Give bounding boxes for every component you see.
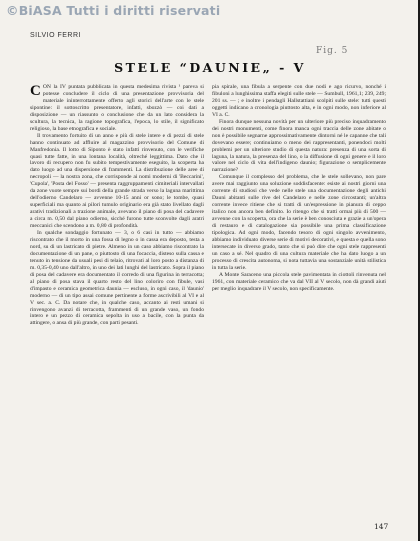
paragraph: In qualche sondaggio fortunato — 3, o 6 casi in tutto — abbiamo riscontrato che il morto in una fossa di legno o in cassa era deposto, testa a nord, su di un lastricato di pietre. Almeno in un caso abbiamo riscontrato la documentazione di un pane, o piuttosto di una focaccia, disteso sulla cassa e tenuto in tensione da usuali pesi di telaio, ritrovati al loro posto a distanza di m. 0,35-0,40 uno dall'altro, in uno dei lati lunghi del lastricato. Sopra il piano di posa del cadavere era documentato il corredo di una figurina in terracotta; al piano di posa stava il quarto resto del lino coloriro con fibule, vasi d'impasto e ceramica geometrica daunia — escluso, in ogni caso, il 'daunio' moderno — di un tipo assai comune pertinente a forme ascrivibili al VI e al V sec. a. C. Da notare che, in qualche caso, accanto ai resti umani si rinvengono avanzi di terracotta, frammenti di un grande vaso, un fondo intero e un pezzo di ceramica sepolta in uso a bacile, con la punta da attingere, o ansa di più grande, con parti pesanti. <box>30 230 204 327</box>
page-number: 147 <box>374 522 389 531</box>
paragraph: A Monte Saraceno una piccola stele pavimentata in ciottoli rinvenuta nel 1961, con materiale ceramico che va dal VII al V secolo, non dà grandi aiuti per meglio inquadrare il V secolo, non specificamente. <box>212 271 386 292</box>
paragraph: Comunque il complesso del problema, che le stele sollevano, non pare avere mai raggiunto una soluzione soddisfacente: esiste ai nostri giorni una corrente di studiosi che vede nelle stele una documentazione degli antichi Dauni abitanti sulle rive del Candelaro e nelle zone circostanti; un'altra corrente invece ritiene che si tratti di un'espressione in pianura di ceppo italico non ancora ben definito. Io ritengo che si tratti ormai più di 500 — avvenne con la scoperta, ora che la serie è ben conosciuta e grazie a un'opera di restauro e di catalogazione sia possibile una prima classificazione tipologica. Ad ogni modo, facendo tesoro di ogni singolo avvenimento, abbiamo individuato diverse serie di motivi decorativi, e questa e quella sono intersecate in diverso grado, tanto che si può dire che ogni stele rappresenti un caso a sé. Nel quadro di una cultura materiale che ha dato luogo a un processo di crescita autonoma, si nota tuttavia una sostanziale unità stilistica in tutta la serie. <box>212 174 386 271</box>
paragraph: Finora dunque nessuna novità per un ulteriore più preciso inquadramento dei nostri monumenti, come finora manca ogni traccia delle zone abitate o non è possibile segnarne approssimativamente dintorni né le capanne che tali dovevano essere; continuiamo o meno dei rappresentanti, ponendoci molti problemi per un ulteriore studio di questa natura: presenza di una sorta di laguna, la natura, la presenza del lino, o la diffusione di ogni genere e il loro valore nel ciclo di vita dell'indigeno daunio; figurazione o semplicemente narrazione? <box>212 118 386 174</box>
paragraph: Il trovamento fortuito di un anno e più di stele intere e di pezzi di stele hanno continuato ad affluire al magazzino provvisorio del Comune di Manfredonia. Il lotto di Siponto è stato infatti rinvenuto, con le verifiche quasi tutte fatte, in una lontana località, oltreché leggittima. Dato che il lavoro di recupero non fu subito tempestivamente eseguito, la scoperta ha dato luogo ad una dispersione di frammenti. La distribuzione delle aree di necropoli — la nostra zona, che corrisponde ai nomi moderni di 'Beccarini', 'Cupola', 'Posta del Fosso' — presenta raggruppamenti cimiteriali intervallati da zone vuote sempre sui bordi della grande strada verso la laguna marittima dell'odierno Candelaro — avvenne 10-15 anni or sono; le tombe, quasi superficiali ma quanto ai pilori tumulo originario era già stato livellato dagli arativi tradizionali a trazione animale, avevano il piano di posa del cadavere a circa m. 0,50 dal piano odierno, sicché furono tutte sconvolte dagli aratri meccanici che scendono a m. 0,80 di profondità. <box>30 132 204 230</box>
page-mark: Fig. 5 <box>316 46 349 56</box>
copyright-watermark: ©BiASA Tutti i diritti riservati <box>6 3 221 18</box>
paragraph-text: ON la IV puntata pubblicata in questa medesima rivista ¹ pareva si potesse concludere il ciclo di una presentazione provvisoria del materiale ininterrottamente offerto agli storici dell'arte con le stele sipontine: il sottoscritto presentatore, infatti, sbozzò — coi dati a disposizione — un riassunto o conclusione che da un lato considera la scultura, la tecnica, la ragione topografica, l'epoca, lo stile, il significato religioso, la base etnografica e sociale. <box>30 84 204 132</box>
drop-cap: C <box>30 84 41 99</box>
text-column-left <box>30 84 204 516</box>
paragraph: pia spirale, una fibula a serpente con due nodi e ago ricurvo, nonché i fibuloni a lunghissima staffa elegiti sulle stele — Sumbull, 1961,1; 239, 249; 201 ss. — ; e inoltre i pendagli Hallstattiani scolpiti sulle stele: tutti questi oggetti indicano a cronologia piuttosto alta, e in ogni modo, non inferiore al VI a. C. <box>212 84 386 118</box>
text-column-right <box>212 84 386 516</box>
running-head-author: SILVIO FERRI <box>30 32 81 39</box>
paragraph <box>30 84 204 133</box>
article-title: STELE “DAUNIE„ - V <box>114 60 306 75</box>
